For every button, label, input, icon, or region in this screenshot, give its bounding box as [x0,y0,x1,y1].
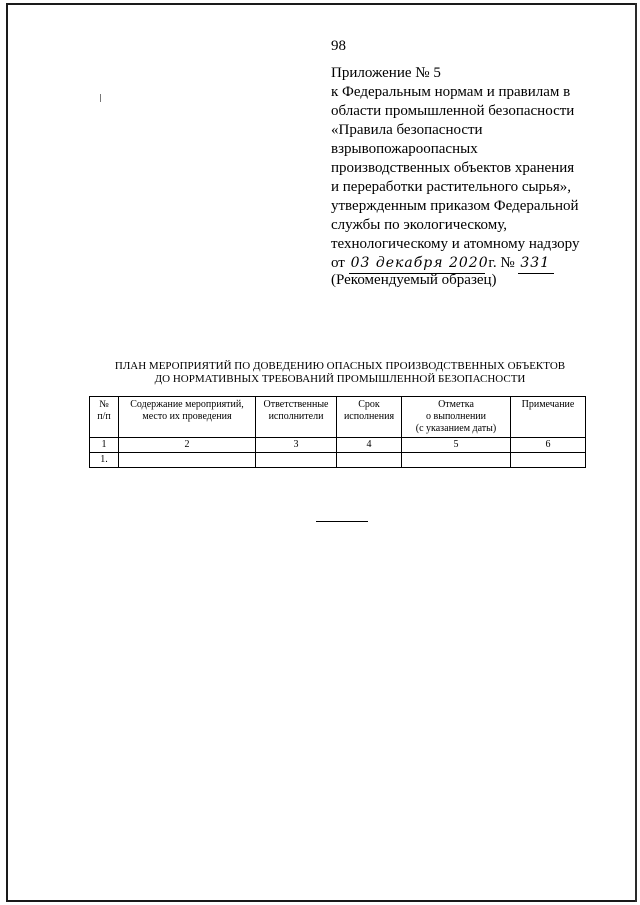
plan-title-line: ДО НОРМАТИВНЫХ ТРЕБОВАНИЙ ПРОМЫШЛЕННОЙ БЕЗОПАСНОСТИ [154,373,526,385]
header-text: о выполнении [426,411,486,422]
header-number [90,397,119,438]
year-number-label: г. № [488,255,515,271]
end-separator [316,521,368,522]
table-cell: 1. [90,453,119,468]
header-text: Срок [358,399,380,410]
table-cell: 1 [90,438,119,453]
handwritten-date: 03 декабря 2020 [349,254,485,274]
appendix-line: службы по экологическому, [331,217,507,233]
header-text: Отметка [438,399,474,410]
header-deadline [337,397,402,438]
header-content [119,397,256,438]
header-text: Примечание [521,399,575,410]
header-row [90,397,586,438]
table-cell [256,453,337,468]
page-number: 98 [331,38,346,54]
sample-label: (Рекомендуемый образец) [331,272,497,288]
header-text: № [99,399,109,410]
appendix-line: производственных объектов хранения [331,160,575,176]
handwritten-order-number: 331 [518,254,554,274]
header-text: Ответственные [263,399,329,410]
appendix-line: технологическому и атомному надзору [331,236,580,252]
table-cell [402,453,511,468]
table-cell: 4 [337,438,402,453]
header-note [511,397,586,438]
header-responsible [256,397,337,438]
order-reference [331,254,554,274]
appendix-line: области промышленной безопасности [331,103,575,119]
table-cell: 2 [119,438,256,453]
header-completion-mark [402,397,511,438]
table-cell: 3 [256,438,337,453]
plan-table [89,396,586,468]
appendix-line: утвержденным приказом Федеральной [331,198,579,214]
table-cell: 6 [511,438,586,453]
appendix-line: Приложение № 5 [331,65,441,81]
plan-title-line: ПЛАН МЕРОПРИЯТИЙ ПО ДОВЕДЕНИЮ ОПАСНЫХ ПРОИЗВОДСТВЕННЫХ ОБЪЕКТОВ [114,360,566,372]
table-row [90,453,586,468]
appendix-line: к Федеральным нормам и правилам в [331,84,571,100]
appendix-line: «Правила безопасности [331,122,483,138]
from-label: от [331,255,345,271]
plan-title [60,360,620,386]
header-text: место их проведения [142,411,232,422]
table-cell [337,453,402,468]
header-text: Содержание мероприятий, [130,399,244,410]
scan-mark [100,94,101,102]
numbering-row [90,438,586,453]
table-cell [119,453,256,468]
header-text: исполнения [343,411,395,422]
appendix-block [331,64,601,274]
appendix-line: и переработки растительного сырья», [331,179,572,195]
header-text: (с указанием даты) [415,423,497,434]
header-text: исполнители [268,411,324,422]
page-edge [635,3,637,902]
header-text: п/п [97,411,111,422]
appendix-line: взрывопожароопасных [331,141,478,157]
table-cell: 5 [402,438,511,453]
table-cell [511,453,586,468]
